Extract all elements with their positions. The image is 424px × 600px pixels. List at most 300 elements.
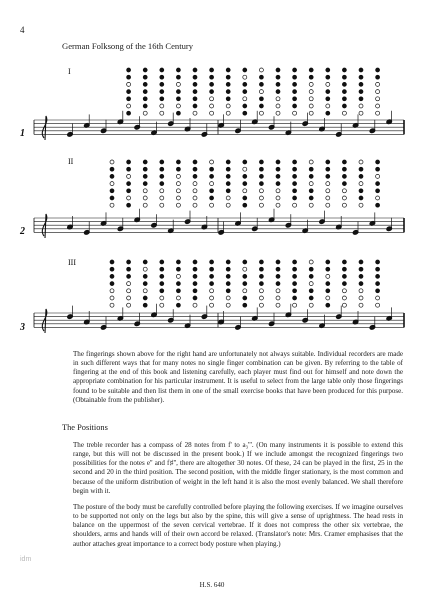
fingering-hole <box>309 196 313 200</box>
fingering-hole <box>342 196 346 200</box>
fingering-hole <box>359 104 363 108</box>
fingering-hole <box>210 260 214 264</box>
fingering-hole <box>143 296 147 300</box>
fingering-hole <box>160 282 164 286</box>
fingering-hole <box>342 182 346 186</box>
fingering-hole <box>176 174 180 178</box>
fingering-hole <box>376 97 380 101</box>
fingering-hole <box>259 282 263 286</box>
fingering-hole <box>293 260 297 264</box>
fingering-hole <box>243 260 247 264</box>
fingering-hole <box>226 111 230 115</box>
fingering-hole <box>293 296 297 300</box>
fingering-hole <box>326 174 330 178</box>
fingering-hole <box>143 282 147 286</box>
fingering-hole <box>226 182 230 186</box>
fingering-hole <box>376 189 380 193</box>
fingering-hole <box>193 189 197 193</box>
fingering-hole <box>127 160 131 164</box>
fingering-hole <box>309 260 313 264</box>
fingering-hole <box>276 104 280 108</box>
fingering-hole <box>127 260 131 264</box>
fingering-hole <box>293 104 297 108</box>
fingering-hole <box>193 167 197 171</box>
fingering-hole <box>243 182 247 186</box>
fingering-hole <box>193 260 197 264</box>
fingering-hole <box>309 203 313 207</box>
fingering-hole <box>293 68 297 72</box>
fingering-hole <box>376 260 380 264</box>
fingering-hole <box>243 189 247 193</box>
fingering-hole <box>226 303 230 307</box>
fingering-hole <box>110 196 114 200</box>
staff-number-2: 2 <box>20 226 25 237</box>
fingering-hole <box>309 303 313 307</box>
fingering-hole <box>110 182 114 186</box>
fingering-hole <box>143 104 147 108</box>
fingering-hole <box>176 303 180 307</box>
fingering-hole <box>210 167 214 171</box>
fingering-hole <box>293 289 297 293</box>
fingering-hole <box>226 75 230 79</box>
fingering-hole <box>376 274 380 278</box>
fingering-hole <box>127 111 131 115</box>
fingering-hole <box>210 196 214 200</box>
fingering-hole <box>259 90 263 94</box>
fingering-hole <box>259 104 263 108</box>
fingering-hole <box>210 296 214 300</box>
fingering-hole <box>193 111 197 115</box>
fingering-hole <box>160 303 164 307</box>
fingering-hole <box>259 75 263 79</box>
fingering-hole <box>309 68 313 72</box>
fingering-hole <box>293 97 297 101</box>
fingering-hole <box>342 303 346 307</box>
fingering-hole <box>342 97 346 101</box>
fingering-hole <box>293 75 297 79</box>
fingering-hole <box>243 196 247 200</box>
fingering-hole <box>259 174 263 178</box>
fingering-hole <box>276 111 280 115</box>
fingering-hole <box>326 267 330 271</box>
fingering-hole <box>226 104 230 108</box>
fingering-hole <box>127 97 131 101</box>
fingering-hole <box>110 296 114 300</box>
fingering-hole <box>110 174 114 178</box>
fingering-hole <box>110 160 114 164</box>
fingering-hole <box>259 296 263 300</box>
fingering-hole <box>309 104 313 108</box>
fingering-hole <box>309 75 313 79</box>
fingering-hole <box>359 303 363 307</box>
fingering-hole <box>160 267 164 271</box>
fingering-hole <box>359 160 363 164</box>
fingering-hole <box>210 303 214 307</box>
fingering-hole <box>143 260 147 264</box>
fingering-hole <box>259 267 263 271</box>
fingering-hole <box>342 296 346 300</box>
fingering-hole <box>293 167 297 171</box>
fingering-hole <box>259 203 263 207</box>
fingering-hole <box>127 296 131 300</box>
fingering-hole <box>193 267 197 271</box>
fingering-group-label-1: I <box>68 67 71 76</box>
fingering-hole <box>326 90 330 94</box>
fingering-hole <box>342 90 346 94</box>
fingering-hole <box>160 196 164 200</box>
fingering-hole <box>293 303 297 307</box>
fingering-hole <box>243 274 247 278</box>
fingering-hole <box>243 303 247 307</box>
fingering-hole <box>259 97 263 101</box>
treble-clef-icon <box>42 116 47 140</box>
fingering-hole <box>293 196 297 200</box>
fingering-hole <box>276 82 280 86</box>
fingering-hole <box>143 111 147 115</box>
fingering-hole <box>127 167 131 171</box>
fingering-hole <box>276 174 280 178</box>
fingering-hole <box>376 289 380 293</box>
fingering-hole <box>376 203 380 207</box>
fingering-hole <box>293 282 297 286</box>
fingering-hole <box>226 260 230 264</box>
fingering-hole <box>326 296 330 300</box>
fingering-hole <box>342 274 346 278</box>
paragraph-posture: The posture of the body must be carefully controlled before playing the following exercises. If we imagine ourselves to be supported not only on the legs but also by the spine, this will give a sense of uprightness. The head rests in balance on the uppermost of the seven cervical vertebrae. If it does not compress the other six vertebrae, the shoulders, arms and hands will of their own accord be relaxed. (Translator's note: Mrs. Cramer emphasises that the author attaches great importance to a correct body posture when playing.) <box>73 503 403 548</box>
fingering-hole <box>176 196 180 200</box>
fingering-hole <box>143 289 147 293</box>
fingering-hole <box>376 282 380 286</box>
fingering-hole <box>342 267 346 271</box>
fingering-hole <box>376 90 380 94</box>
fingering-hole <box>226 289 230 293</box>
fingering-hole <box>193 274 197 278</box>
fingering-hole <box>226 90 230 94</box>
fingering-hole <box>309 296 313 300</box>
fingering-hole <box>160 174 164 178</box>
fingering-hole <box>359 267 363 271</box>
fingering-hole <box>143 189 147 193</box>
fingering-hole <box>326 274 330 278</box>
fingering-hole <box>226 203 230 207</box>
treble-clef-icon <box>42 309 47 333</box>
fingering-hole <box>193 82 197 86</box>
fingering-hole <box>210 274 214 278</box>
fingering-hole <box>359 203 363 207</box>
fingering-hole <box>342 104 346 108</box>
fingering-hole <box>376 104 380 108</box>
fingering-hole <box>243 82 247 86</box>
fingering-hole <box>243 160 247 164</box>
fingering-hole <box>226 296 230 300</box>
fingering-hole <box>309 174 313 178</box>
fingering-hole <box>210 182 214 186</box>
fingering-hole <box>259 82 263 86</box>
paragraph-fingering-note: The fingerings shown above for the right hand are unfortunately not always suitable. Individual recorders are made in such different ways that for many notes no single finger combination can be given. By referring to the table of fingering at the end of this book and listening carefully, each player must find out for himself and note down the appropriate combination for his particular instrument. It is useful to select from the large table only those fingerings found to be suitable and then list them in one of the small exercise books that have been produced for this purpose. (Obtainable from the publisher). <box>73 350 403 404</box>
fingering-hole <box>210 282 214 286</box>
fingering-hole <box>376 196 380 200</box>
fingering-hole <box>293 274 297 278</box>
fingering-hole <box>359 167 363 171</box>
fingering-hole <box>342 174 346 178</box>
fingering-hole <box>210 104 214 108</box>
fingering-hole <box>160 82 164 86</box>
fingering-hole <box>160 97 164 101</box>
fingering-hole <box>176 296 180 300</box>
fingering-hole <box>243 111 247 115</box>
fingering-hole <box>276 203 280 207</box>
fingering-hole <box>110 267 114 271</box>
fingering-hole <box>127 203 131 207</box>
fingering-hole <box>276 182 280 186</box>
fingering-hole <box>376 68 380 72</box>
fingering-hole <box>143 167 147 171</box>
fingering-hole <box>160 189 164 193</box>
fingering-hole <box>259 196 263 200</box>
fingering-hole <box>342 75 346 79</box>
fingering-hole <box>326 189 330 193</box>
fingering-hole <box>193 90 197 94</box>
fingering-hole <box>326 75 330 79</box>
fingering-hole <box>326 68 330 72</box>
fingering-hole <box>293 111 297 115</box>
fingering-hole <box>326 104 330 108</box>
fingering-hole <box>376 267 380 271</box>
fingering-hole <box>293 203 297 207</box>
fingering-hole <box>160 68 164 72</box>
fingering-hole <box>210 90 214 94</box>
fingering-hole <box>376 111 380 115</box>
song-title: German Folksong of the 16th Century <box>62 41 194 51</box>
fingering-hole <box>309 82 313 86</box>
fingering-hole <box>176 182 180 186</box>
fingering-hole <box>359 289 363 293</box>
fingering-hole <box>243 289 247 293</box>
fingering-hole <box>309 111 313 115</box>
fingering-hole <box>127 289 131 293</box>
fingering-hole <box>210 160 214 164</box>
section-heading-positions: The Positions <box>62 423 108 432</box>
fingering-hole <box>210 289 214 293</box>
fingering-hole <box>376 174 380 178</box>
fingering-hole <box>259 289 263 293</box>
fingering-hole <box>309 289 313 293</box>
fingering-hole <box>376 75 380 79</box>
fingering-hole <box>293 82 297 86</box>
paragraph-compass: The treble recorder has a compass of 28 notes from f' to a₃'''. (On many instruments it is possible to extend this range, but this will not be discussed in the present book.) If we include amongst the recognized fingerings two possibilities for the notes e'' and f♯'', there are altogether 30 notes. Of these, 24 can be played in the first, 25 in the second and 20 in the third position. The second position, with the middle finger stationary, is the most common and because of the uniform distribution of weight in the left hand it is also the most evenly balanced. We shall therefore begin with it. <box>73 441 403 495</box>
fingering-hole <box>376 296 380 300</box>
fingering-hole <box>176 274 180 278</box>
fingering-hole <box>342 189 346 193</box>
fingering-hole <box>243 97 247 101</box>
fingering-hole <box>160 296 164 300</box>
fingering-hole <box>276 296 280 300</box>
fingering-hole <box>276 274 280 278</box>
fingering-hole <box>276 289 280 293</box>
fingering-hole <box>359 75 363 79</box>
fingering-hole <box>226 82 230 86</box>
fingering-hole <box>193 282 197 286</box>
fingering-hole <box>193 97 197 101</box>
fingering-hole <box>259 274 263 278</box>
fingering-hole <box>376 303 380 307</box>
treble-clef-icon <box>42 214 47 238</box>
fingering-hole <box>226 160 230 164</box>
fingering-hole <box>342 282 346 286</box>
fingering-hole <box>143 68 147 72</box>
fingering-hole <box>160 75 164 79</box>
fingering-hole <box>342 160 346 164</box>
fingering-hole <box>176 104 180 108</box>
fingering-hole <box>259 167 263 171</box>
fingering-hole <box>259 303 263 307</box>
fingering-hole <box>127 75 131 79</box>
fingering-hole <box>326 97 330 101</box>
fingering-hole <box>276 196 280 200</box>
fingering-hole <box>226 174 230 178</box>
fingering-hole <box>176 203 180 207</box>
fingering-hole <box>160 90 164 94</box>
fingering-hole <box>342 167 346 171</box>
fingering-hole <box>143 160 147 164</box>
fingering-hole <box>359 260 363 264</box>
fingering-hole <box>276 303 280 307</box>
fingering-hole <box>243 203 247 207</box>
fingering-hole <box>160 274 164 278</box>
fingering-hole <box>259 160 263 164</box>
fingering-hole <box>276 167 280 171</box>
fingering-hole <box>193 104 197 108</box>
fingering-hole <box>342 68 346 72</box>
fingering-hole <box>193 75 197 79</box>
publisher-watermark: idm <box>20 556 32 563</box>
fingering-hole <box>359 274 363 278</box>
fingering-hole <box>326 282 330 286</box>
fingering-hole <box>210 68 214 72</box>
fingering-hole <box>293 189 297 193</box>
fingering-hole <box>226 274 230 278</box>
fingering-hole <box>259 260 263 264</box>
fingering-hole <box>243 104 247 108</box>
fingering-hole <box>309 167 313 171</box>
fingering-hole <box>243 90 247 94</box>
fingering-group-label-3: III <box>68 258 76 267</box>
fingering-hole <box>226 267 230 271</box>
fingering-hole <box>210 82 214 86</box>
fingering-hole <box>376 160 380 164</box>
fingering-hole <box>110 303 114 307</box>
fingering-hole <box>193 296 197 300</box>
fingering-hole <box>309 97 313 101</box>
fingering-hole <box>193 182 197 186</box>
fingering-hole <box>143 274 147 278</box>
fingering-hole <box>127 104 131 108</box>
fingering-hole <box>127 174 131 178</box>
fingering-hole <box>160 260 164 264</box>
fingering-hole <box>210 174 214 178</box>
fingering-hole <box>359 296 363 300</box>
fingering-hole <box>276 160 280 164</box>
fingering-hole <box>309 160 313 164</box>
fingering-hole <box>127 282 131 286</box>
page-number: 4 <box>20 25 25 35</box>
fingering-hole <box>210 111 214 115</box>
fingering-hole <box>176 90 180 94</box>
fingering-hole <box>326 303 330 307</box>
fingering-hole <box>110 167 114 171</box>
fingering-hole <box>160 167 164 171</box>
fingering-hole <box>127 303 131 307</box>
music-score <box>0 58 424 340</box>
fingering-hole <box>210 267 214 271</box>
fingering-hole <box>326 182 330 186</box>
fingering-hole <box>243 282 247 286</box>
fingering-hole <box>342 82 346 86</box>
fingering-hole <box>309 267 313 271</box>
fingering-hole <box>210 97 214 101</box>
fingering-hole <box>326 196 330 200</box>
fingering-hole <box>326 160 330 164</box>
fingering-hole <box>293 182 297 186</box>
fingering-hole <box>293 160 297 164</box>
fingering-hole <box>193 174 197 178</box>
fingering-hole <box>176 282 180 286</box>
fingering-hole <box>127 68 131 72</box>
fingering-hole <box>127 90 131 94</box>
fingering-hole <box>293 90 297 94</box>
fingering-hole <box>110 289 114 293</box>
fingering-hole <box>326 167 330 171</box>
fingering-hole <box>176 75 180 79</box>
fingering-hole <box>176 167 180 171</box>
fingering-hole <box>309 189 313 193</box>
fingering-hole <box>359 189 363 193</box>
fingering-hole <box>110 189 114 193</box>
fingering-hole <box>127 82 131 86</box>
fingering-hole <box>309 274 313 278</box>
fingering-hole <box>309 282 313 286</box>
staff-number-1: 1 <box>20 128 25 139</box>
fingering-hole <box>176 289 180 293</box>
fingering-hole <box>143 203 147 207</box>
fingering-hole <box>326 203 330 207</box>
fingering-hole <box>243 68 247 72</box>
fingering-hole <box>293 267 297 271</box>
fingering-hole <box>359 196 363 200</box>
fingering-hole <box>276 282 280 286</box>
fingering-hole <box>176 111 180 115</box>
fingering-hole <box>243 296 247 300</box>
fingering-hole <box>326 82 330 86</box>
fingering-hole <box>276 75 280 79</box>
fingering-hole <box>143 303 147 307</box>
fingering-hole <box>110 260 114 264</box>
fingering-hole <box>243 267 247 271</box>
fingering-hole <box>342 289 346 293</box>
fingering-hole <box>342 203 346 207</box>
fingering-group-label-2: II <box>68 157 74 166</box>
fingering-hole <box>143 196 147 200</box>
fingering-hole <box>226 282 230 286</box>
fingering-hole <box>210 189 214 193</box>
fingering-hole <box>110 203 114 207</box>
fingering-hole <box>293 174 297 178</box>
fingering-hole <box>376 182 380 186</box>
fingering-hole <box>143 182 147 186</box>
fingering-hole <box>276 260 280 264</box>
fingering-hole <box>143 75 147 79</box>
fingering-hole <box>176 260 180 264</box>
